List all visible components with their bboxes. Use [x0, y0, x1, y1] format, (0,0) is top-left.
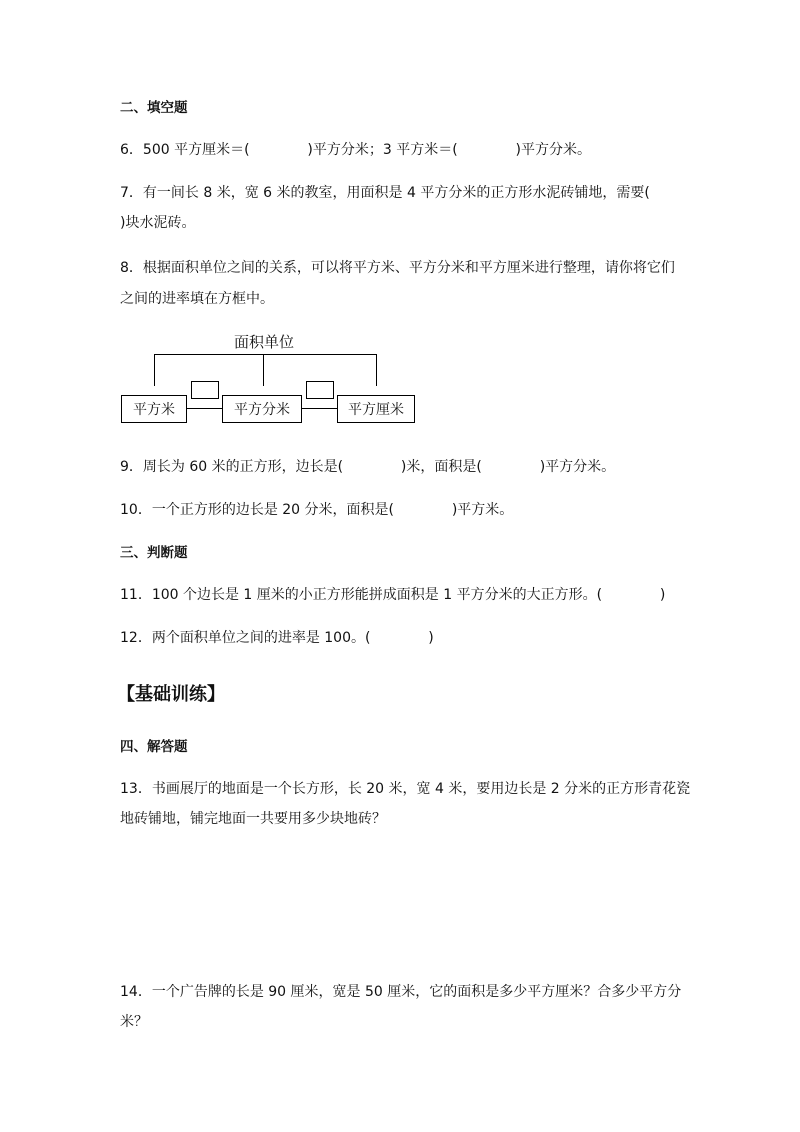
unit-box-square-centimeter: 平方厘米	[337, 395, 415, 423]
question-14-line-1: 14．一个广告牌的长是 90 厘米，宽是 50 厘米，它的面积是多少平方厘米？合多少平方分	[120, 984, 682, 1000]
section-2-heading: 二、填空题	[120, 100, 188, 116]
diagram-bracket-left	[154, 354, 155, 386]
question-14-line-2: 米？	[120, 1014, 148, 1030]
section-3-heading: 三、判断题	[120, 545, 188, 561]
question-13-line-2: 地砖铺地，铺完地面一共要用多少块地砖？	[120, 811, 386, 827]
unit-box-square-decimeter: 平方分米	[222, 395, 302, 423]
diagram-bracket-top	[154, 354, 377, 355]
question-9: 9．周长为 60 米的正方形，边长是( )米，面积是( )平方分米。	[120, 459, 616, 475]
question-7-line-2: )块水泥砖。	[120, 215, 196, 231]
connector-line-1	[187, 408, 222, 409]
question-11: 11．100 个边长是 1 厘米的小正方形能拼成面积是 1 平方分米的大正方形。( )	[120, 587, 666, 603]
diagram-title: 面积单位	[234, 333, 295, 351]
diagram-bracket-middle	[263, 354, 264, 386]
question-8-line-1: 8．根据面积单位之间的关系，可以将平方米、平方分米和平方厘米进行整理，请你将它们	[120, 260, 675, 276]
basic-training-heading: 【基础训练】	[117, 684, 225, 705]
question-13-line-1: 13．书画展厅的地面是一个长方形，长 20 米，宽 4 米，要用边长是 2 分米的正方形青花瓷	[120, 781, 691, 797]
question-7-line-1: 7．有一间长 8 米，宽 6 米的教室，用面积是 4 平方分米的正方形水泥砖铺地，需要(	[120, 185, 650, 201]
question-10: 10．一个正方形的边长是 20 分米，面积是( )平方米。	[120, 502, 514, 518]
diagram-bracket-right	[376, 354, 377, 386]
question-12: 12．两个面积单位之间的进率是 100。( )	[120, 630, 434, 646]
unit-box-square-meter: 平方米	[121, 395, 187, 423]
rate-answer-box-2[interactable]	[306, 381, 334, 399]
connector-line-2	[302, 408, 337, 409]
question-6: 6．500 平方厘米＝( )平方分米；3 平方米＝( )平方分米。	[120, 142, 591, 158]
rate-answer-box-1[interactable]	[191, 381, 219, 399]
question-8-line-2: 之间的进率填在方框中。	[120, 291, 274, 307]
section-4-heading: 四、解答题	[120, 739, 188, 755]
